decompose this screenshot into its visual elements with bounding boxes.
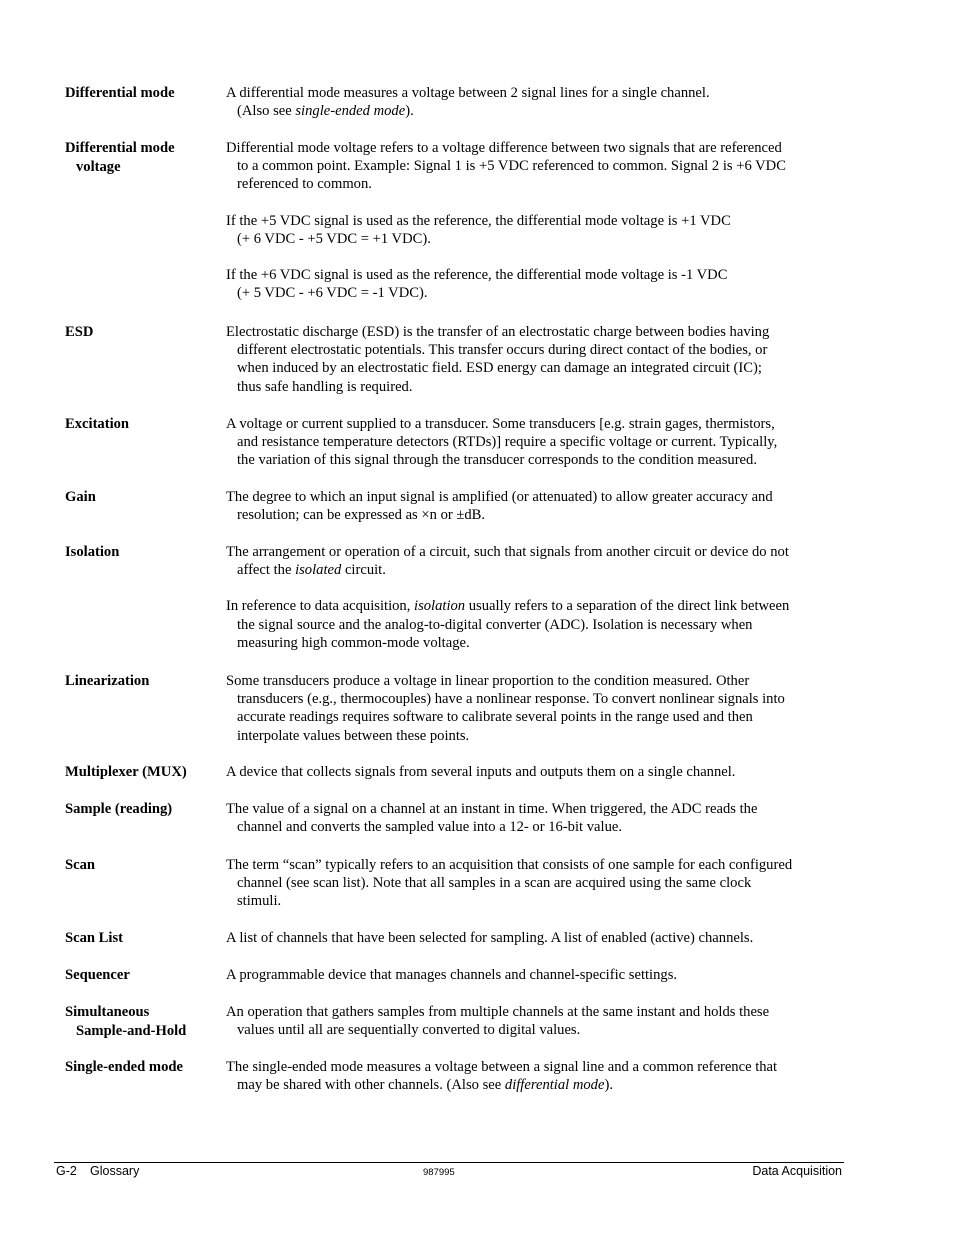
definition-paragraph <box>226 212 838 248</box>
glossary-term-line: Multiplexer (MUX) <box>65 764 187 780</box>
glossary-term-line: Gain <box>65 489 96 505</box>
definition-text: Differential mode voltage refers to a voltage difference between two signals that are referenced <box>226 140 782 156</box>
definition-text: If the +5 VDC signal is used as the reference, the differential mode voltage is +1 VDC <box>226 212 731 229</box>
definition-text: may be shared with other channels. (Also see <box>237 1077 505 1094</box>
footer-doc-number: 987995 <box>423 1167 455 1178</box>
definition-text: A voltage or current supplied to a transducer. Some transducers [e.g. strain gages, thermistors, <box>226 416 775 432</box>
glossary-term-line: Scan <box>65 857 96 873</box>
glossary-definition <box>226 323 838 414</box>
italic-text: single-ended mode <box>295 103 406 120</box>
definition-text: transducers (e.g., thermocouples) have a nonlinear response. To convert nonlinear signals into <box>237 691 785 708</box>
definition-paragraph <box>226 84 838 120</box>
definition-paragraph <box>226 139 838 194</box>
definition-paragraph <box>226 672 838 745</box>
glossary-term <box>65 672 215 691</box>
definition-text: The single-ended mode measures a voltage between a signal line and a common reference that <box>226 1059 778 1075</box>
glossary-term <box>65 966 215 985</box>
glossary-definition <box>226 966 838 1002</box>
definition-text: ). <box>604 1077 613 1094</box>
definition-paragraph <box>226 266 838 302</box>
italic-text: isolation <box>414 598 466 615</box>
italic-text: isolated <box>295 562 342 579</box>
definition-text: channel and converts the sampled value into a 12- or 16-bit value. <box>237 819 622 836</box>
definition-text: (+ 6 VDC - +5 VDC = +1 VDC). <box>237 230 431 247</box>
definition-text: In reference to data acquisition, <box>226 598 415 615</box>
definition-paragraph <box>226 800 838 836</box>
definition-text: measuring high common-mode voltage. <box>237 634 470 651</box>
glossary-term <box>65 856 215 875</box>
definition-paragraph <box>226 543 838 579</box>
definition-text: the variation of this signal through the transducer corresponds to the condition measured. <box>237 452 757 469</box>
definition-paragraph <box>226 488 838 524</box>
definition-text: thus safe handling is required. <box>237 378 413 395</box>
definition-text: stimuli. <box>237 893 282 910</box>
definition-text: ). <box>405 103 414 120</box>
glossary-term-line: Single-ended mode <box>65 1059 183 1075</box>
definition-text: usually refers to a separation of the direct link between <box>465 598 790 615</box>
definition-text: The arrangement or operation of a circuit, such that signals from another circuit or device do not <box>226 544 789 560</box>
definition-text: The term “scan” typically refers to an acquisition that consists of one sample for each configured <box>226 857 793 873</box>
definition-paragraph <box>226 966 838 984</box>
definition-text: when induced by an electrostatic field. ESD energy can damage an integrated circuit (IC); <box>237 360 762 377</box>
definition-text: An operation that gathers samples from multiple channels at the same instant and holds these <box>226 1004 770 1020</box>
definition-text: If the +6 VDC signal is used as the reference, the differential mode voltage is -1 VDC <box>226 267 728 284</box>
definition-paragraph <box>226 323 838 396</box>
glossary-term-line: ESD <box>65 324 94 340</box>
glossary-definition <box>226 1003 838 1057</box>
definition-text: The value of a signal on a channel at an instant in time. When triggered, the ADC reads the <box>226 801 758 817</box>
glossary-term <box>65 763 215 782</box>
glossary-term-line: Linearization <box>65 673 150 689</box>
definition-text: channel (see scan list). Note that all samples in a scan are acquired using the same clock <box>237 875 752 892</box>
definition-paragraph <box>226 763 838 781</box>
italic-text: differential mode <box>504 1077 605 1094</box>
glossary-term-line: Sample (reading) <box>65 801 173 817</box>
definition-text: accurate readings requires software to calibrate several points in the range used and then <box>237 709 753 726</box>
glossary-term <box>65 800 215 819</box>
glossary-definition <box>226 763 838 799</box>
footer-section: Glossary <box>90 1164 140 1178</box>
glossary-term <box>65 139 215 176</box>
definition-paragraph <box>226 1058 838 1094</box>
definition-text: The degree to which an input signal is amplified (or attenuated) to allow greater accuracy and <box>226 489 773 505</box>
definition-paragraph <box>226 929 838 947</box>
definition-text: circuit. <box>341 562 386 579</box>
glossary-definition <box>226 800 838 854</box>
definition-text: referenced to common. <box>237 176 372 193</box>
glossary-definition <box>226 139 838 320</box>
definition-text: affect the <box>237 562 296 579</box>
definition-text: A list of channels that have been selected for sampling. A list of enabled (active) channels. <box>226 930 754 946</box>
definition-text: to a common point. Example: Signal 1 is +5 VDC referenced to common. Signal 2 is +6 VDC <box>237 158 786 175</box>
glossary-definition <box>226 84 838 138</box>
glossary-term-line: Excitation <box>65 416 130 432</box>
glossary-term-line: Sample-and-Hold <box>76 1022 187 1039</box>
glossary-term-line: Isolation <box>65 544 120 560</box>
definition-text: values until all are sequentially converted to digital values. <box>237 1022 581 1039</box>
glossary-term <box>65 84 215 103</box>
definition-paragraph <box>226 415 838 470</box>
glossary-term-line: Scan List <box>65 930 123 946</box>
definition-text: A differential mode measures a voltage between 2 signal lines for a single channel. <box>226 85 710 101</box>
glossary-term <box>65 1058 215 1077</box>
definition-text: (Also see <box>237 103 296 120</box>
glossary-definition <box>226 672 838 763</box>
definition-text: resolution; can be expressed as ×n or ±dB. <box>237 507 486 524</box>
glossary-term <box>65 543 215 562</box>
definition-paragraph <box>226 856 838 911</box>
glossary-term <box>65 323 215 342</box>
glossary-term-line: Sequencer <box>65 967 130 983</box>
glossary-definition <box>226 856 838 929</box>
definition-text: (+ 5 VDC - +6 VDC = -1 VDC). <box>237 285 428 302</box>
glossary-term-line: Simultaneous <box>65 1004 150 1020</box>
definition-text: A programmable device that manages channels and channel-specific settings. <box>226 967 678 983</box>
glossary-term-line: Differential mode <box>65 85 175 101</box>
footer-title: Data Acquisition <box>752 1164 842 1178</box>
glossary-definition <box>226 543 838 670</box>
glossary-term-line: voltage <box>76 158 121 175</box>
definition-text: interpolate values between these points. <box>237 727 470 744</box>
glossary-term <box>65 415 215 434</box>
glossary-definition <box>226 488 838 542</box>
definition-text: A device that collects signals from several inputs and outputs them on a single channel. <box>226 764 736 780</box>
glossary-definition <box>226 1058 838 1112</box>
definition-text: different electrostatic potentials. This transfer occurs during direct contact of the bodies, or <box>237 342 768 359</box>
glossary-term <box>65 1003 215 1040</box>
glossary-definition <box>226 929 838 965</box>
glossary-term-line: Differential mode <box>65 140 175 156</box>
definition-text: the signal source and the analog-to-digital converter (ADC). Isolation is necessary when <box>237 616 753 633</box>
definition-paragraph <box>226 1003 838 1039</box>
definition-paragraph <box>226 597 838 652</box>
footer-rule <box>54 1162 844 1163</box>
glossary-term <box>65 929 215 948</box>
footer-page-number: G-2 <box>56 1164 77 1178</box>
definition-text: Some transducers produce a voltage in linear proportion to the condition measured. Other <box>226 673 750 689</box>
glossary-term <box>65 488 215 507</box>
definition-text: Electrostatic discharge (ESD) is the transfer of an electrostatic charge between bodies having <box>226 324 770 340</box>
glossary-definition <box>226 415 838 488</box>
definition-text: and resistance temperature detectors (RTDs)] require a specific voltage or current. Typically, <box>237 434 778 451</box>
